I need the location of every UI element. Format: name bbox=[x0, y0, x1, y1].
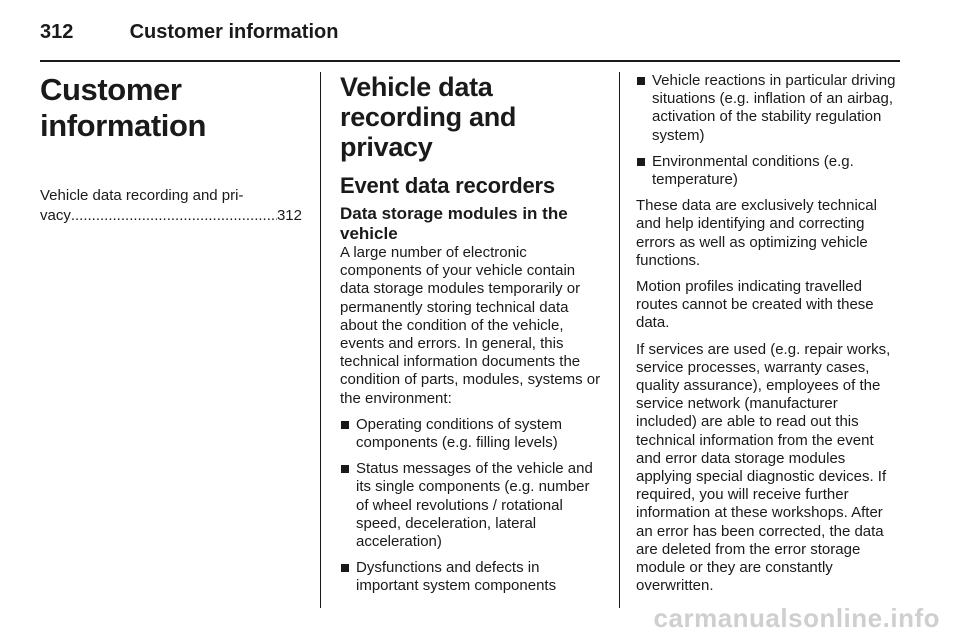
page-number: 312 bbox=[40, 21, 74, 43]
square-bullet-icon bbox=[637, 158, 645, 166]
watermark: carmanualsonline.info bbox=[653, 603, 940, 633]
toc-entry-line1: Vehicle data recording and pri- bbox=[40, 187, 244, 204]
subsection-heading: Data storage modules in the vehicle bbox=[340, 204, 568, 243]
bullet-list bbox=[340, 416, 602, 596]
chapter-title: Customer information bbox=[40, 72, 207, 143]
bullet-item: Operating conditions of system components (e.g. filling levels) bbox=[340, 416, 602, 452]
square-bullet-icon bbox=[341, 421, 349, 429]
square-bullet-icon bbox=[341, 564, 349, 572]
header-divider bbox=[40, 60, 900, 62]
section-heading: Event data recorders bbox=[340, 173, 555, 198]
square-bullet-icon bbox=[341, 465, 349, 473]
header-title: Customer information bbox=[129, 21, 339, 43]
column-divider bbox=[320, 72, 321, 608]
body-paragraph: If services are used (e.g. repair works, service processes, warranty cases, quality assurance), employees of the service network (manufacturer included) are able to read out this technical information from the event and error data storage modules applying special diagnostic devices. If required, you will receive further information at these workshops. After an error has been corrected, the data are deleted from the error storage module or they are constantly overwritten. bbox=[636, 340, 891, 595]
column-divider bbox=[619, 72, 620, 608]
article-title: Vehicle data recording and privacy bbox=[340, 72, 517, 162]
toc-column bbox=[40, 72, 302, 226]
toc-entry[interactable] bbox=[40, 186, 302, 226]
toc-entry-page: 312 bbox=[276, 207, 302, 224]
square-bullet-icon bbox=[637, 77, 645, 85]
article-column-2 bbox=[636, 72, 900, 603]
bullet-item: Environmental conditions (e.g. temperature) bbox=[636, 153, 900, 189]
toc-entry-line2: vacy bbox=[40, 207, 71, 224]
bullet-item: Vehicle reactions in particular driving situations (e.g. inflation of an airbag, activation of the stability regulation system) bbox=[636, 72, 900, 145]
bullet-item: Status messages of the vehicle and its single components (e.g. number of wheel revolutions / rotational speed, deceleration, lateral acceleration) bbox=[340, 460, 602, 551]
intro-paragraph: A large number of electronic components of your vehicle contain data storage modules temporarily or permanently storing technical data about the condition of the vehicle, events and errors. In general, this technical information documents the condition of parts, modules, systems or the environment: bbox=[340, 244, 601, 407]
bullet-list-continued bbox=[636, 72, 900, 189]
body-paragraph: These data are exclusively technical and help identifying and correcting errors as well as optimizing vehicle functions. bbox=[636, 197, 877, 269]
body-paragraph: Motion profiles indicating travelled routes cannot be created with these data. bbox=[636, 278, 874, 332]
page-header bbox=[40, 14, 900, 50]
bullet-item: Dysfunctions and defects in important system components bbox=[340, 559, 602, 595]
article-column-1 bbox=[340, 72, 602, 604]
toc-list bbox=[40, 186, 302, 226]
toc-leader bbox=[71, 206, 277, 226]
